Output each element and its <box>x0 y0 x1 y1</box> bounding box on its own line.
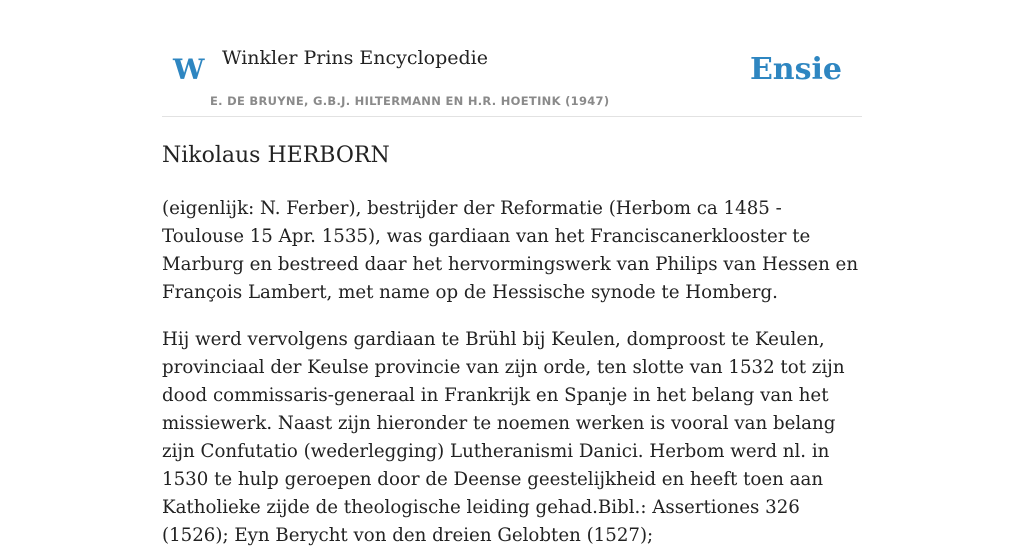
site-title[interactable]: Winkler Prins Encyclopedie <box>222 47 488 69</box>
ensie-brand-link[interactable]: Ensie <box>749 52 842 87</box>
article-paragraph-1: (eigenlijk: N. Ferber), bestrijder der Reformatie (Herbom ca 1485 - Toulouse 15 Apr. 1535), was gardiaan van het Franciscanerklooster te Marburg en bestreed daar het hervormingswerk van Philips van Hessen en François Lambert, met name op de Hessische synode te Homberg. <box>162 198 859 303</box>
winkler-prins-logo-icon[interactable]: W <box>173 53 205 86</box>
page <box>162 0 862 550</box>
article-paragraph-2: Hij werd vervolgens gardiaan te Brühl bij Keulen, domproost te Keulen, provinciaal der Keulse provincie van zijn orde, ten slotte van 1532 tot zijn dood commissaris-generaal in Frankrijk en Spanje in het belang van het missiewerk. Naast zijn hieronder te noemen werken is vooral van belang zijn Confutatio (wederlegging) Lutheranismi Danici. Herbom werd nl. in 1530 te hulp geroepen door de Deense geestelijkheid en heeft toen aan Katholieke zijde de theologische leiding gehad.Bibl.: Assertiones 326 (1526); Eyn Berycht von den dreien Gelobten (1527); <box>162 329 845 546</box>
article-title: Nikolaus HERBORN <box>162 143 390 168</box>
site-authors: E. DE BRUYNE, G.B.J. HILTERMANN EN H.R. HOETINK (1947) <box>210 94 610 108</box>
site-header <box>162 0 862 117</box>
